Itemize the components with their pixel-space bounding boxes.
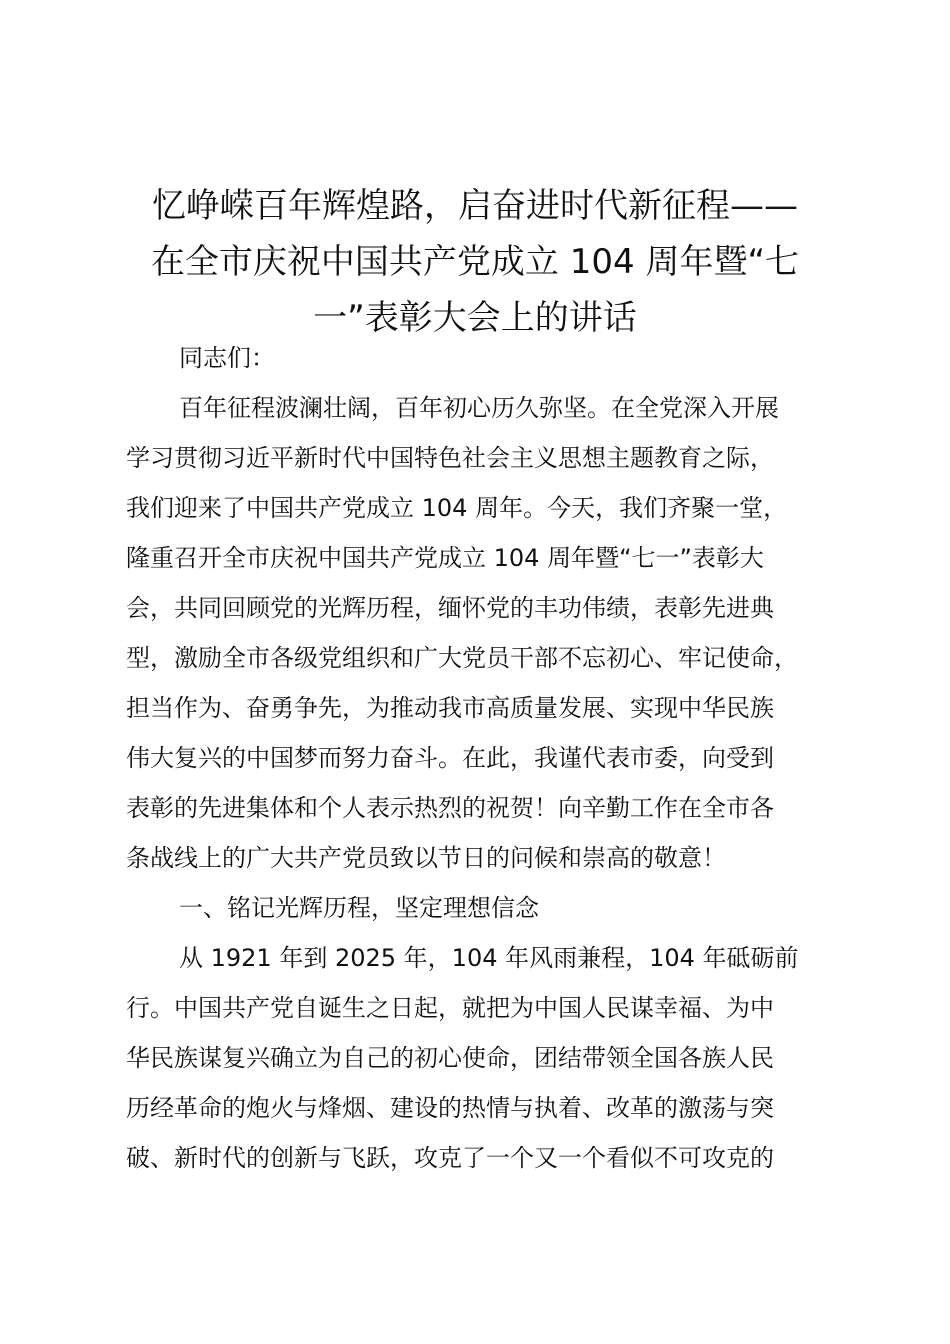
title-line-1: 忆峥嵘百年辉煌路，启奋进时代新征程—— [152,186,798,226]
paragraph-1-line-3: 我们迎来了中国共产党成立 104 周年。今天，我们齐聚一堂， [126,494,788,522]
paragraph-1-line-2: 学习贯彻习近平新时代中国特色社会主义思想主题教育之际， [126,444,774,472]
paragraph-2-line-4: 历经革命的炮火与烽烟、建设的热情与执着、改革的激荡与突 [126,1094,774,1122]
paragraph-1-line-5: 会，共同回顾党的光辉历程，缅怀党的丰功伟绩，表彰先进典 [126,594,774,622]
paragraph-2-line-1: 从 1921 年到 2025 年，104 年风雨兼程，104 年砥砺前 [179,944,799,972]
paragraph-1-line-7: 担当作为、奋勇争先，为推动我市高质量发展、实现中华民族 [126,694,774,722]
section-heading-1: 一、铭记光辉历程，坚定理想信念 [179,894,539,922]
paragraph-2-line-3: 华民族谋复兴确立为自己的初心使命，团结带领全国各族人民 [126,1044,774,1072]
paragraph-1-line-4: 隆重召开全市庆祝中国共产党成立 104 周年暨“七一”表彰大 [126,544,764,572]
paragraph-1-line-1: 百年征程波澜壮阔，百年初心历久弥坚。在全党深入开展 [179,394,779,422]
salutation: 同志们： [179,344,275,372]
title-line-3: 一”表彰大会上的讲话 [313,298,637,338]
paragraph-1-line-9: 表彰的先进集体和个人表示热烈的祝贺！向辛勤工作在全市各 [126,794,774,822]
paragraph-2-line-5: 破、新时代的创新与飞跃，攻克了一个又一个看似不可攻克的 [126,1144,774,1172]
document-body [126,333,836,1183]
paragraph-2-line-2: 行。中国共产党自诞生之日起，就把为中国人民谋幸福、为中 [126,994,774,1022]
title-line-2: 在全市庆祝中国共产党成立 104 周年暨“七 [150,242,800,282]
paragraph-1-line-6: 型，激励全市各级党组织和广大党员干部不忘初心、牢记使命， [126,644,798,672]
paragraph-1-line-10: 条战线上的广大共产党员致以节日的问候和崇高的敬意！ [126,844,726,872]
document-title [120,178,830,346]
paragraph-1-line-8: 伟大复兴的中国梦而努力奋斗。在此，我谨代表市委，向受到 [126,744,774,772]
